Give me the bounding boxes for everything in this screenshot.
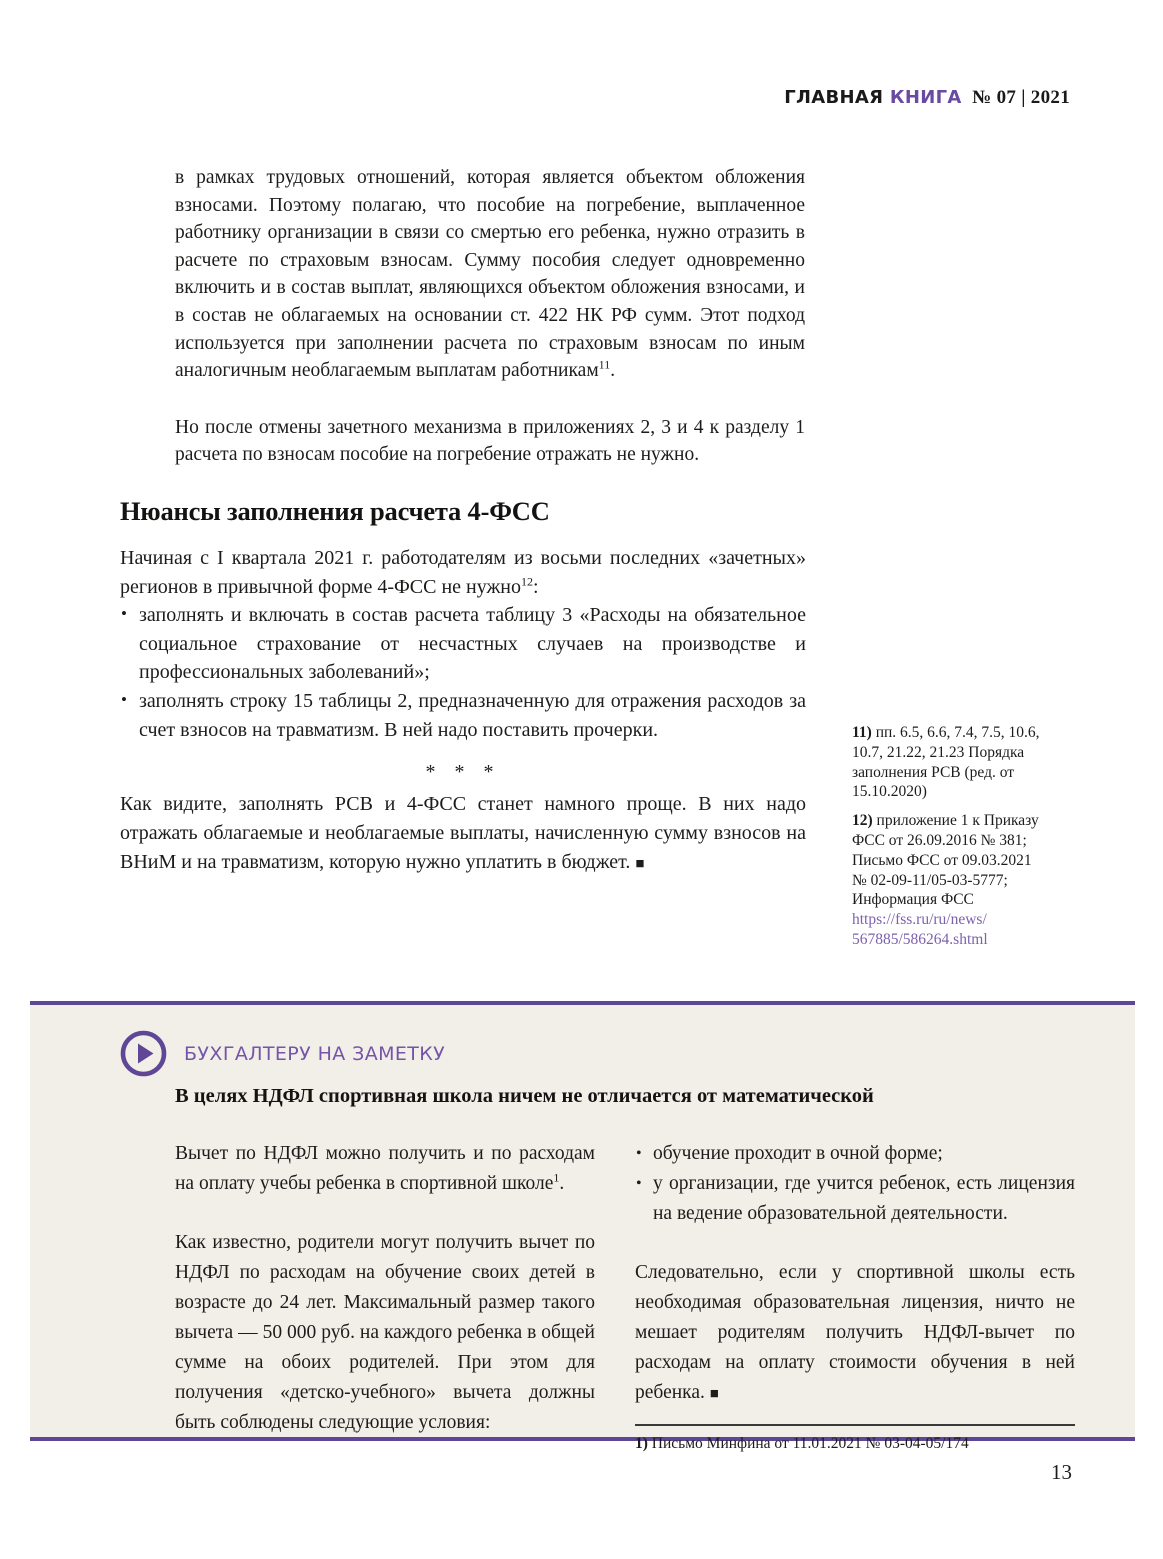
quote-paragraph-1-text: в рамках трудовых отношений, которая является объектом обложения взносами. Поэтому полагаю, что пособие на погребение, выплаченное работнику организации в связи со смертью его ребенка, нужно отразить в расчете по страховым взносам. Сумму пособия следует одновременно включить и в состав выплат, являющихся объектом обложения взносами, и в состав не облагаемых на основании ст. 422 НК РФ сумм. Этот подход используется при заполнении расчета по страховым взносам по иным аналогичным необлагаемым выплатам работникам: [175, 167, 805, 382]
note-box-kicker-row: [120, 1030, 445, 1077]
footnote-text: пп. 6.5, 6.6, 7.4, 7.5, 10.6, 10.7, 21.22, 21.23 Порядка заполнения РСВ (ред. от 15.10.2020): [852, 724, 1040, 801]
footnote-text: приложение 1 к Приказу ФСС от 26.09.2016 № 381; Письмо ФСС от 09.03.2021 № 02-09-11/05-03-5777; Информация ФСС: [852, 812, 1039, 909]
footnote-ref-11: 11: [598, 357, 611, 372]
accountant-note-box: [30, 1001, 1135, 1452]
intro-paragraph-colon: :: [533, 575, 539, 598]
brand-name-part2: КНИГА: [889, 87, 962, 108]
note-box-right-column: [635, 1139, 1075, 1453]
intro-paragraph: [120, 544, 806, 601]
sidebar-footnote-12: [852, 811, 1050, 950]
note-box-columns: [175, 1139, 1105, 1453]
sidebar-footnote-11: [852, 723, 1050, 802]
quote-paragraph-1: [175, 164, 805, 385]
play-icon: [120, 1030, 167, 1077]
note-left-paragraph-2: Как известно, родители могут получить вычет по НДФЛ по расходам на обучение своих детей в возрасте до 24 лет. Максимальный размер такого вычета — 50 000 руб. на каждого ребенка в общей сумме на обоих родителей. При этом для получения «детско-учебного» вычета должны быть соблюдены следующие условия:: [175, 1232, 595, 1433]
conclusion-paragraph: [120, 790, 806, 879]
footnote-ref-1: 1: [553, 1170, 560, 1185]
issue-number: № 07 | 2021: [972, 87, 1070, 108]
bullet-item: • заполнять строку 15 таблицы 2, предназначенную для отражения расходов за счет взносов на травматизм. В ней надо поставить прочерки.: [120, 687, 806, 744]
section-heading: Нюансы заполнения расчета 4-ФСС: [120, 495, 550, 526]
section-separator: * * *: [425, 761, 501, 784]
expert-quote-block: [175, 164, 805, 469]
brand-name-part1: ГЛАВНАЯ: [784, 87, 884, 108]
quote-paragraph-2: Но после отмены зачетного механизма в приложениях 2, 3 и 4 к разделу 1 расчета по взносам пособие на погребение отражать не нужно.: [175, 416, 805, 466]
article-column: [120, 164, 806, 879]
end-of-article-marker: ■: [635, 856, 645, 873]
magazine-header: [784, 87, 1070, 109]
quote-paragraph-1-period: .: [610, 360, 616, 382]
footnote-number: 1): [635, 1435, 648, 1452]
footnote-number: 11): [852, 724, 872, 741]
footnote-ref-12: 12: [521, 573, 533, 588]
article-bullet-list: [120, 601, 806, 744]
note-left-paragraph-1: [175, 1139, 595, 1199]
note-right-paragraph: [635, 1258, 1075, 1409]
note-box-kicker: БУХГАЛТЕРУ НА ЗАМЕТКУ: [184, 1042, 446, 1065]
fss-news-link-line1: https://fss.ru/ru/news/: [852, 911, 987, 929]
footnote-number: 12): [852, 812, 873, 830]
bullet-item: • заполнять и включать в состав расчета таблицу 3 «Расходы на обязательное социальное страхование от несчастных случаев на производстве и профессиональных заболеваний»;: [120, 601, 806, 687]
note-box-footnote: [635, 1424, 1075, 1453]
note-right-paragraph-text: Следовательно, если у спортивной школы есть необходимая образовательная лицензия, ничто не мешает родителям получить НДФЛ-вычет по расходам на оплату стоимости обучения в ней ребенка.: [635, 1262, 1075, 1403]
fss-news-link[interactable]: [852, 911, 988, 948]
page-number: 13: [1051, 1460, 1072, 1484]
footnote-text: Письмо Минфина от 11.01.2021 № 03-04-05/174: [647, 1435, 969, 1452]
note-box-title: В целях НДФЛ спортивная школа ничем не отличается от математической: [175, 1085, 874, 1107]
fss-news-link-line2: 567885/586264.shtml: [852, 930, 988, 948]
sidebar-footnotes: [852, 723, 1050, 959]
note-box-bullet-list: [635, 1139, 1075, 1229]
conclusion-text: Как видите, заполнять РСВ и 4-ФСС станет намного проще. В них надо отражать облагаемые и необлагаемые выплаты, начисленную сумму взносов на ВНиМ и на травматизм, которую нужно уплатить в бюджет.: [120, 793, 806, 874]
note-left-paragraph-1-period: .: [559, 1173, 565, 1194]
bullet-item: • обучение проходит в очной форме;: [635, 1139, 1075, 1169]
intro-paragraph-text: Начиная с I квартала 2021 г. работодателям из восьми последних «зачетных» регионов в привычной форме 4-ФСС не нужно: [120, 546, 806, 598]
bullet-item: • у организации, где учится ребенок, есть лицензия на ведение образовательной деятельности.: [635, 1169, 1075, 1229]
note-left-paragraph-1-text: Вычет по НДФЛ можно получить и по расходам на оплату учебы ребенка в спортивной школе: [175, 1143, 595, 1194]
note-box-left-column: [175, 1139, 595, 1453]
end-of-note-marker: ■: [709, 1386, 719, 1402]
